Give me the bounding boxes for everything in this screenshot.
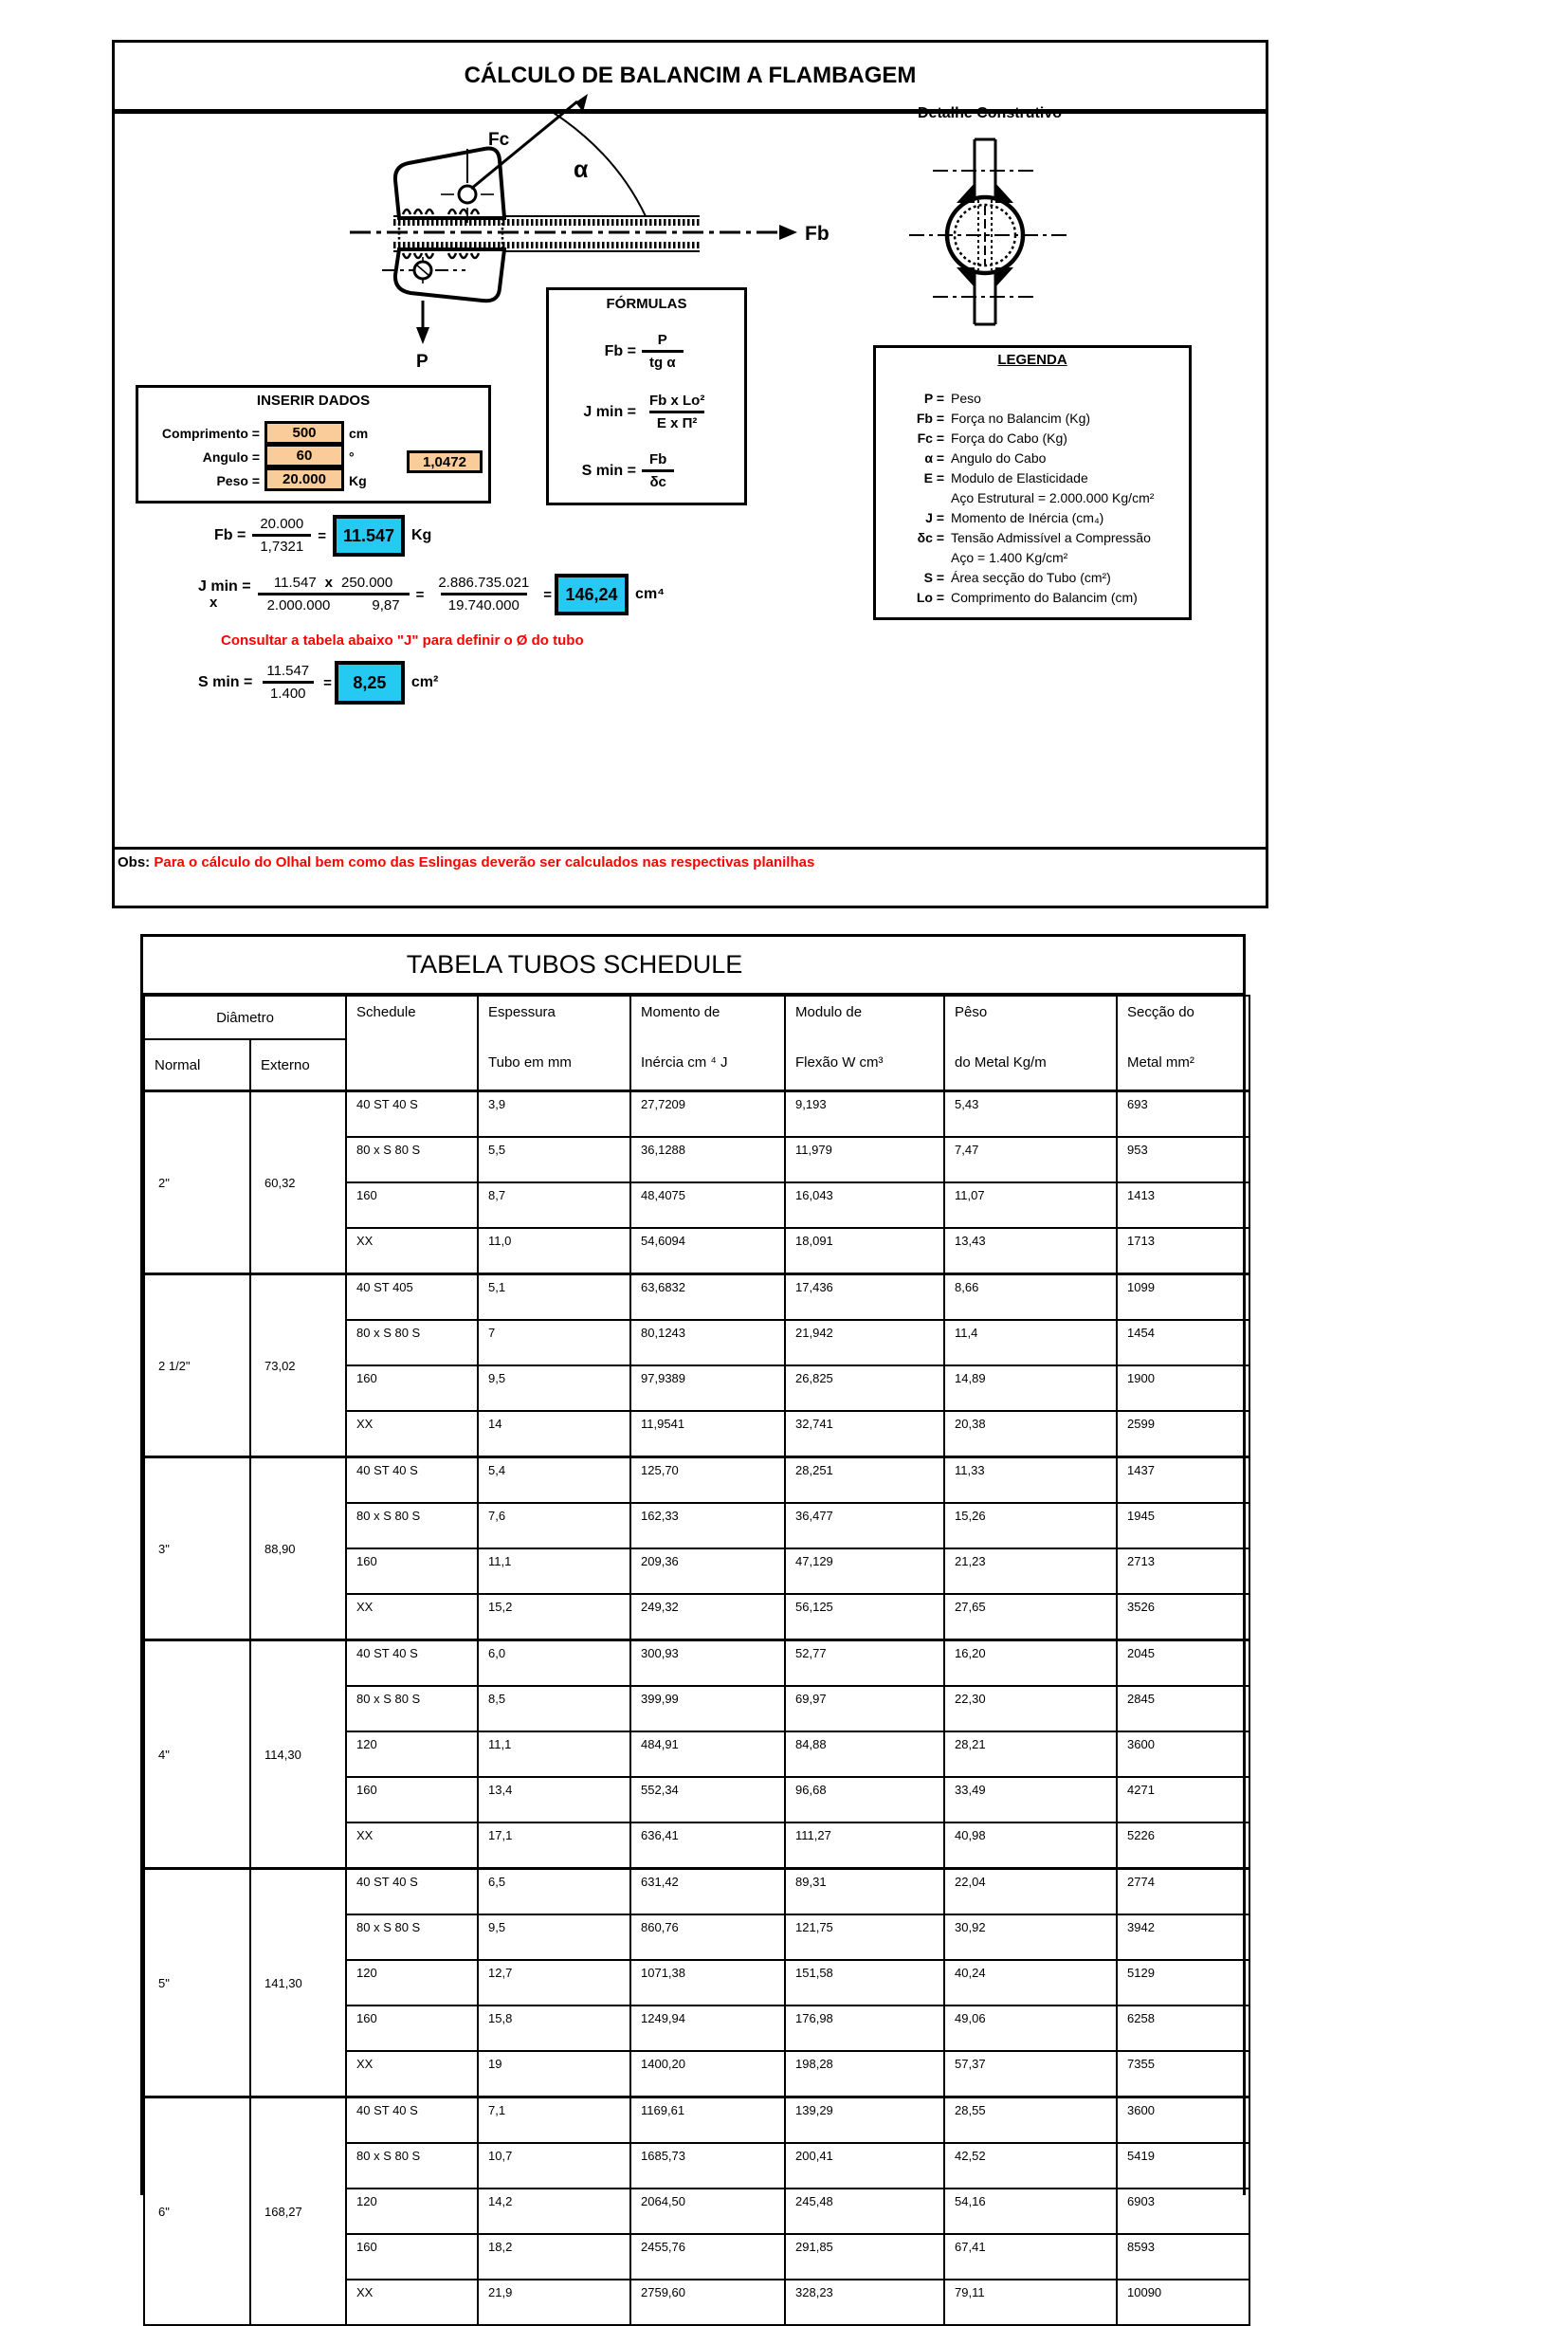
table-cell: 484,91: [630, 1731, 785, 1777]
table-cell: 47,129: [785, 1548, 944, 1594]
col-header-seccao: Secção do Metal mm²: [1117, 996, 1249, 1091]
table-cell: 80 x S 80 S: [346, 1914, 478, 1960]
table-cell: 18,091: [785, 1228, 944, 1274]
formula-smin: S min = $\frac{Fb}{\delta c}$: [558, 451, 674, 491]
col-header-momento: Momento de Inércia cm ⁴ J: [630, 996, 785, 1091]
table-cell: 1169,61: [630, 2097, 785, 2144]
table-cell: 7,6: [478, 1503, 630, 1548]
table-cell: 2759,60: [630, 2280, 785, 2325]
legend-item: [882, 547, 1185, 567]
table-cell: 2064,50: [630, 2189, 785, 2234]
legend-key: J =: [925, 509, 944, 525]
legend-item: [882, 388, 1185, 408]
table-cell: 80 x S 80 S: [346, 1320, 478, 1365]
formula-fb: Fb = $\frac{P}{\text{tg α}}$: [558, 332, 684, 372]
table-cell: 693: [1117, 1091, 1249, 1138]
table-cell: 4271: [1117, 1777, 1249, 1822]
upper-clamp-plate: [395, 149, 504, 219]
formulas-panel: [546, 287, 747, 505]
table-cell: 2045: [1117, 1640, 1249, 1687]
input-value-cell[interactable]: 20.000: [264, 467, 344, 491]
table-cell: 1945: [1117, 1503, 1249, 1548]
input-row: [138, 421, 488, 445]
col-header-schedule: Schedule: [346, 996, 478, 1091]
legend-items: [882, 388, 1185, 607]
table-cell: 121,75: [785, 1914, 944, 1960]
table-cell: 1413: [1117, 1182, 1249, 1228]
table-cell: 84,88: [785, 1731, 944, 1777]
fc-arrowhead: [575, 94, 588, 112]
input-value-cell[interactable]: 60: [264, 444, 344, 467]
fb-label: Fb: [805, 223, 830, 245]
legend-value: Angulo do Cabo: [951, 449, 1047, 466]
table-cell: 40 ST 40 S: [346, 1869, 478, 1915]
table-cell: 40 ST 40 S: [346, 2097, 478, 2144]
schedule-table-title: TABELA TUBOS SCHEDULE: [143, 937, 1243, 995]
table-cell: 10090: [1117, 2280, 1249, 2325]
cell-diametro-externo: 73,02: [250, 1274, 346, 1457]
table-cell: 48,4075: [630, 1182, 785, 1228]
p-arrowhead: [416, 327, 429, 344]
table-cell: 13,4: [478, 1777, 630, 1822]
table-cell: 8,7: [478, 1182, 630, 1228]
table-cell: 160: [346, 2005, 478, 2051]
table-cell: 67,41: [944, 2234, 1117, 2280]
table-cell: 28,21: [944, 1731, 1117, 1777]
table-cell: 5419: [1117, 2143, 1249, 2189]
table-cell: 8,5: [478, 1686, 630, 1731]
fb-result-cell: 11.547: [333, 515, 405, 557]
table-cell: 15,2: [478, 1594, 630, 1640]
cell-diametro-externo: 141,30: [250, 1869, 346, 2097]
table-cell: 3600: [1117, 1731, 1249, 1777]
col-header-diametro: Diâmetro: [144, 996, 346, 1039]
table-cell: 6,0: [478, 1640, 630, 1687]
table-cell: 22,30: [944, 1686, 1117, 1731]
table-cell: 176,98: [785, 2005, 944, 2051]
table-cell: 1437: [1117, 1457, 1249, 1504]
table-cell: 125,70: [630, 1457, 785, 1504]
table-cell: 22,04: [944, 1869, 1117, 1915]
table-cell: 89,31: [785, 1869, 944, 1915]
legend-key: E =: [923, 469, 944, 485]
legend-key: P =: [923, 390, 944, 406]
table-cell: XX: [346, 1594, 478, 1640]
table-cell: 9,193: [785, 1091, 944, 1138]
input-unit: cm: [349, 425, 369, 441]
table-cell: 56,125: [785, 1594, 944, 1640]
legend-panel: [873, 345, 1192, 620]
table-cell: 162,33: [630, 1503, 785, 1548]
table-cell: 32,741: [785, 1411, 944, 1457]
cell-diametro-normal: 2 1/2": [144, 1274, 250, 1457]
col-header-externo: Externo: [250, 1039, 346, 1091]
table-cell: 40,98: [944, 1822, 1117, 1869]
fb-arrowhead: [779, 225, 797, 240]
table-cell: 3600: [1117, 2097, 1249, 2144]
legend-key: δc =: [917, 529, 944, 545]
calc-smin: S min = $\frac{11.547}{1.400}$ = 8,25 cm²: [198, 661, 438, 705]
table-cell: 11,1: [478, 1731, 630, 1777]
table-cell: 1400,20: [630, 2051, 785, 2097]
input-panel: [136, 385, 491, 504]
fc-label: Fc: [488, 130, 510, 150]
legend-value: Aço = 1.400 Kg/cm²: [951, 549, 1068, 565]
table-cell: 15,26: [944, 1503, 1117, 1548]
legend-item: [882, 467, 1185, 487]
table-cell: 160: [346, 1777, 478, 1822]
input-unit: °: [349, 449, 355, 465]
legend-title: LEGENDA: [997, 352, 1067, 368]
table-cell: 120: [346, 1960, 478, 2005]
table-cell: 9,5: [478, 1365, 630, 1411]
table-cell: 7,1: [478, 2097, 630, 2144]
legend-key: Fc =: [917, 430, 944, 446]
table-cell: 139,29: [785, 2097, 944, 2144]
table-cell: 5,43: [944, 1091, 1117, 1138]
table-cell: 291,85: [785, 2234, 944, 2280]
table-cell: 30,92: [944, 1914, 1117, 1960]
table-cell: 160: [346, 1182, 478, 1228]
table-cell: 69,97: [785, 1686, 944, 1731]
table-cell: 11,1: [478, 1548, 630, 1594]
table-cell: 40,24: [944, 1960, 1117, 2005]
table-cell: 245,48: [785, 2189, 944, 2234]
table-cell: XX: [346, 1411, 478, 1457]
col-header-modulo: Modulo de Flexão W cm³: [785, 996, 944, 1091]
table-cell: 16,20: [944, 1640, 1117, 1687]
legend-key: S =: [923, 569, 944, 585]
table-cell: 11,07: [944, 1182, 1117, 1228]
table-cell: 953: [1117, 1137, 1249, 1182]
table-cell: 552,34: [630, 1777, 785, 1822]
legend-item: [882, 527, 1185, 547]
schedule-table-panel: [140, 934, 1246, 2299]
table-cell: 96,68: [785, 1777, 944, 1822]
calc-sheet: [112, 40, 1268, 908]
table-cell: 27,65: [944, 1594, 1117, 1640]
cell-diametro-externo: 88,90: [250, 1457, 346, 1640]
table-cell: 19: [478, 2051, 630, 2097]
table-cell: 160: [346, 2234, 478, 2280]
jmin-note: Consultar a tabela abaixo "J" para definir o Ø do tubo: [221, 632, 584, 649]
p-label: P: [416, 352, 428, 372]
table-cell: 80 x S 80 S: [346, 1137, 478, 1182]
table-cell: 17,1: [478, 1822, 630, 1869]
calc-jmin: J min = x 11.547 x 250.000 2.000.000 9,87 = $\frac{2.886.735.021}{19.740.000}$ = 146,24 cm⁴: [198, 575, 665, 614]
table-cell: 7355: [1117, 2051, 1249, 2097]
table-cell: 120: [346, 1731, 478, 1777]
table-cell: 54,16: [944, 2189, 1117, 2234]
legend-item: [882, 448, 1185, 467]
table-cell: 151,58: [785, 1960, 944, 2005]
table-cell: 1713: [1117, 1228, 1249, 1274]
cell-diametro-normal: 5": [144, 1869, 250, 2097]
cell-diametro-normal: 3": [144, 1457, 250, 1640]
table-cell: XX: [346, 2280, 478, 2325]
legend-item: [882, 428, 1185, 448]
table-cell: 209,36: [630, 1548, 785, 1594]
calc-fb: Fb = $\frac{20.000}{1,7321}$ = 11.547 Kg: [214, 516, 432, 555]
table-cell: 11,979: [785, 1137, 944, 1182]
table-cell: 2455,76: [630, 2234, 785, 2280]
table-cell: 52,77: [785, 1640, 944, 1687]
table-cell: 40 ST 405: [346, 1274, 478, 1321]
table-cell: 1685,73: [630, 2143, 785, 2189]
table-cell: 160: [346, 1365, 478, 1411]
table-cell: 1099: [1117, 1274, 1249, 1321]
input-label: Angulo =: [202, 449, 260, 465]
col-header-espessura: Espessura Tubo em mm: [478, 996, 630, 1091]
schedule-table: [143, 995, 1250, 2326]
table-cell: 1454: [1117, 1320, 1249, 1365]
table-cell: 57,37: [944, 2051, 1117, 2097]
detail-drawing: [909, 134, 1070, 335]
table-cell: XX: [346, 2051, 478, 2097]
table-cell: 2774: [1117, 1869, 1249, 1915]
table-cell: 40 ST 40 S: [346, 1457, 478, 1504]
table-cell: 6258: [1117, 2005, 1249, 2051]
table-cell: 36,477: [785, 1503, 944, 1548]
table-cell: 21,942: [785, 1320, 944, 1365]
table-cell: 860,76: [630, 1914, 785, 1960]
input-label: Peso =: [216, 472, 260, 488]
alpha-label: α: [574, 156, 589, 183]
table-cell: 10,7: [478, 2143, 630, 2189]
input-unit: Kg: [349, 472, 367, 488]
cell-diametro-externo: 60,32: [250, 1091, 346, 1274]
input-label: Comprimento =: [161, 425, 260, 441]
table-cell: XX: [346, 1822, 478, 1869]
cell-diametro-normal: 4": [144, 1640, 250, 1869]
table-cell: 2845: [1117, 1686, 1249, 1731]
legend-value: Comprimento do Balancim (cm): [951, 589, 1138, 605]
cell-diametro-externo: 168,27: [250, 2097, 346, 2326]
table-cell: XX: [346, 1228, 478, 1274]
table-cell: 7: [478, 1320, 630, 1365]
table-cell: 80 x S 80 S: [346, 2143, 478, 2189]
table-cell: 5226: [1117, 1822, 1249, 1869]
legend-key: Lo =: [916, 589, 944, 605]
table-cell: 80,1243: [630, 1320, 785, 1365]
table-cell: 3,9: [478, 1091, 630, 1138]
legend-value: Peso: [951, 390, 981, 406]
table-cell: 40 ST 40 S: [346, 1091, 478, 1138]
legend-value: Aço Estrutural = 2.000.000 Kg/cm²: [951, 489, 1155, 505]
legend-value: Força no Balancim (Kg): [951, 410, 1091, 426]
legend-value: Área secção do Tubo (cm²): [951, 569, 1111, 585]
table-cell: 49,06: [944, 2005, 1117, 2051]
table-cell: 54,6094: [630, 1228, 785, 1274]
angle-radians-cell[interactable]: 1,0472: [407, 450, 483, 473]
table-cell: 28,251: [785, 1457, 944, 1504]
table-cell: 1900: [1117, 1365, 1249, 1411]
table-cell: 399,99: [630, 1686, 785, 1731]
table-cell: 36,1288: [630, 1137, 785, 1182]
table-cell: 5129: [1117, 1960, 1249, 2005]
table-cell: 97,9389: [630, 1365, 785, 1411]
obs-prefix: Obs:: [118, 854, 151, 870]
table-cell: 5,5: [478, 1137, 630, 1182]
table-cell: 8,66: [944, 1274, 1117, 1321]
table-cell: 79,11: [944, 2280, 1117, 2325]
table-cell: 21,9: [478, 2280, 630, 2325]
input-panel-title: INSERIR DADOS: [256, 393, 371, 409]
obs-text: Para o cálculo do Olhal bem como das Eslingas deverão ser calculados nas respectivas planilhas: [154, 854, 815, 870]
table-cell: 80 x S 80 S: [346, 1503, 478, 1548]
table-cell: 1071,38: [630, 1960, 785, 2005]
table-cell: 249,32: [630, 1594, 785, 1640]
table-cell: 40 ST 40 S: [346, 1640, 478, 1687]
table-cell: 8593: [1117, 2234, 1249, 2280]
cell-diametro-normal: 2": [144, 1091, 250, 1274]
col-header-normal: Normal: [144, 1039, 250, 1091]
formulas-title: FÓRMULAS: [606, 296, 687, 312]
table-cell: 33,49: [944, 1777, 1117, 1822]
input-value-cell[interactable]: 500: [264, 421, 344, 445]
legend-value: Tensão Admissível a Compressão: [951, 529, 1151, 545]
table-cell: 20,38: [944, 1411, 1117, 1457]
table-cell: 11,0: [478, 1228, 630, 1274]
table-cell: 16,043: [785, 1182, 944, 1228]
table-cell: 27,7209: [630, 1091, 785, 1138]
table-cell: 11,33: [944, 1457, 1117, 1504]
table-cell: 5,1: [478, 1274, 630, 1321]
table-cell: 9,5: [478, 1914, 630, 1960]
table-cell: 80 x S 80 S: [346, 1686, 478, 1731]
legend-item: [882, 587, 1185, 607]
table-cell: 200,41: [785, 2143, 944, 2189]
table-cell: 2599: [1117, 1411, 1249, 1457]
jmin-result-cell: 146,24: [555, 574, 629, 615]
table-cell: 12,7: [478, 1960, 630, 2005]
table-cell: 17,436: [785, 1274, 944, 1321]
table-cell: 42,52: [944, 2143, 1117, 2189]
table-cell: 5,4: [478, 1457, 630, 1504]
page-title: CÁLCULO DE BALANCIM A FLAMBAGEM: [115, 43, 1266, 114]
obs-band: [115, 847, 1266, 906]
table-cell: 2713: [1117, 1548, 1249, 1594]
table-cell: 328,23: [785, 2280, 944, 2325]
legend-item: [882, 487, 1185, 507]
table-cell: 14: [478, 1411, 630, 1457]
col-header-peso: Pêso do Metal Kg/m: [944, 996, 1117, 1091]
table-cell: 11,4: [944, 1320, 1117, 1365]
table-cell: 6903: [1117, 2189, 1249, 2234]
table-cell: 300,93: [630, 1640, 785, 1687]
smin-result-cell: 8,25: [335, 661, 405, 705]
table-cell: 18,2: [478, 2234, 630, 2280]
table-cell: 3526: [1117, 1594, 1249, 1640]
table-cell: 6,5: [478, 1869, 630, 1915]
formula-jmin: J min = $\frac{\text{Fb x Lo²}}{\text{E x Π²}}$: [583, 393, 705, 431]
table-cell: 111,27: [785, 1822, 944, 1869]
legend-item: [882, 507, 1185, 527]
table-cell: 21,23: [944, 1548, 1117, 1594]
table-cell: 15,8: [478, 2005, 630, 2051]
table-cell: 11,9541: [630, 1411, 785, 1457]
table-cell: 3942: [1117, 1914, 1249, 1960]
table-cell: 14,2: [478, 2189, 630, 2234]
table-cell: 63,6832: [630, 1274, 785, 1321]
table-cell: 7,47: [944, 1137, 1117, 1182]
legend-item: [882, 408, 1185, 428]
table-cell: 120: [346, 2189, 478, 2234]
table-cell: 631,42: [630, 1869, 785, 1915]
table-cell: 28,55: [944, 2097, 1117, 2144]
detail-title: Detalhe Construtivo: [917, 105, 1062, 121]
legend-key: α =: [924, 449, 944, 466]
table-cell: 14,89: [944, 1365, 1117, 1411]
legend-value: Modulo de Elasticidade: [951, 469, 1088, 485]
table-cell: 26,825: [785, 1365, 944, 1411]
legend-key: Fb =: [916, 410, 944, 426]
legend-value: Momento de Inércia (cm₄): [951, 509, 1104, 525]
legend-value: Força do Cabo (Kg): [951, 430, 1067, 446]
table-cell: 1249,94: [630, 2005, 785, 2051]
table-cell: 636,41: [630, 1822, 785, 1869]
legend-item: [882, 567, 1185, 587]
table-cell: 198,28: [785, 2051, 944, 2097]
cell-diametro-normal: 6": [144, 2097, 250, 2326]
cell-diametro-externo: 114,30: [250, 1640, 346, 1869]
table-cell: 160: [346, 1548, 478, 1594]
table-cell: 13,43: [944, 1228, 1117, 1274]
